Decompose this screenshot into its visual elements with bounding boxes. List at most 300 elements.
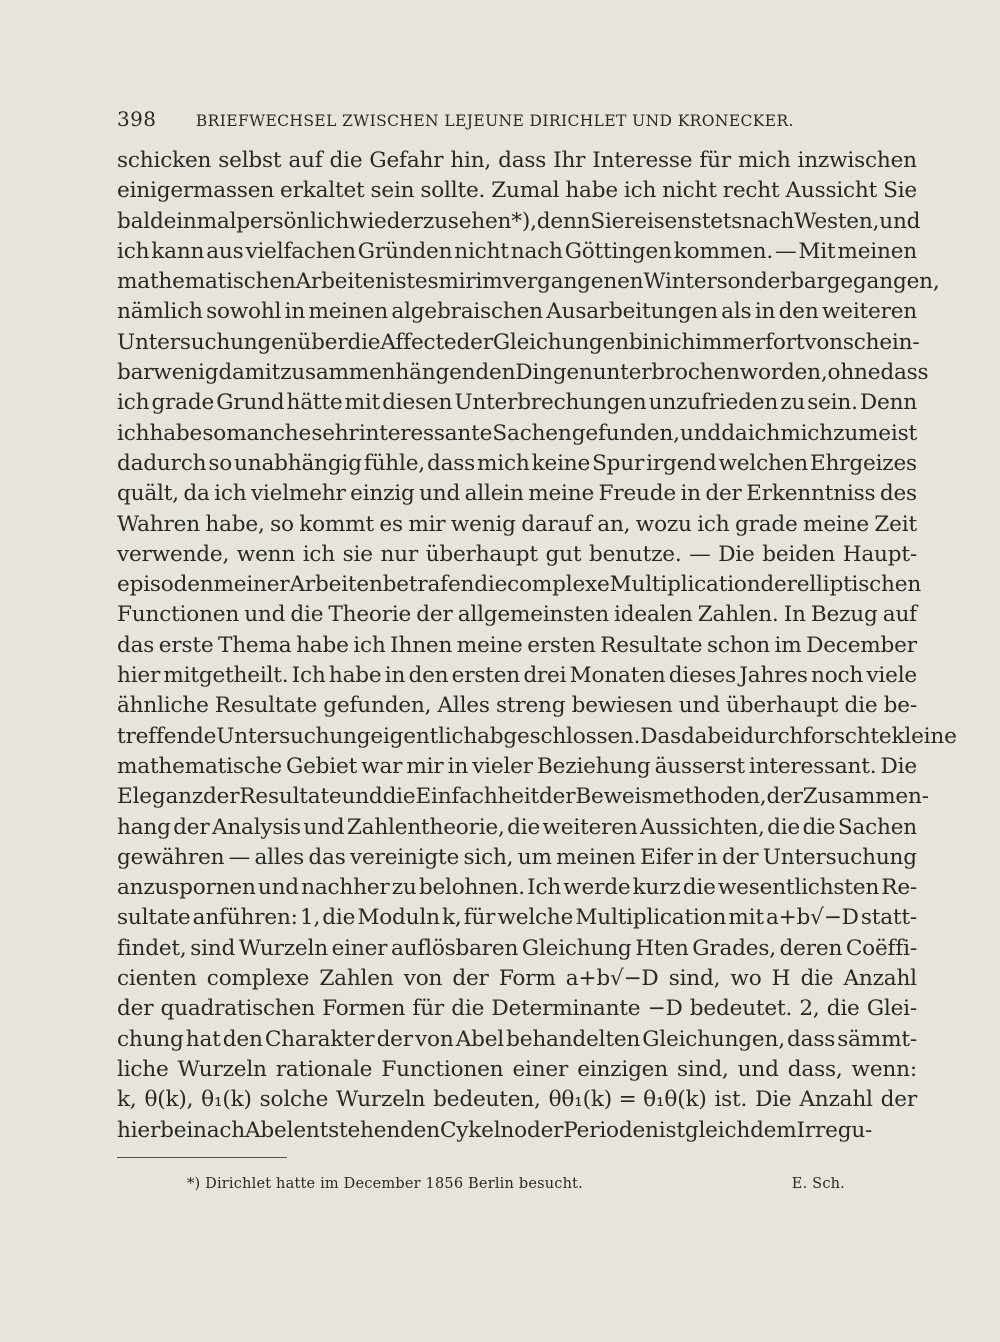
- text-word: worden,: [739, 360, 828, 386]
- text-word: vereinigte: [350, 844, 460, 870]
- text-word: a+b√−D: [565, 966, 659, 992]
- text-word: nämlich: [117, 299, 203, 325]
- text-word: sind: [190, 935, 236, 961]
- text-line: [117, 540, 917, 570]
- text-word: auflösbaren: [390, 935, 519, 961]
- text-word: welchen: [718, 450, 808, 476]
- text-word: die: [507, 814, 541, 840]
- text-word: für: [463, 905, 496, 931]
- text-line: [117, 1085, 917, 1115]
- text-word: wesentlichsten: [717, 875, 880, 901]
- text-word: einigermassen: [117, 178, 275, 204]
- text-word: liche: [117, 1056, 169, 1082]
- text-word: Multiplication: [575, 905, 727, 931]
- text-word: quält,: [117, 481, 179, 507]
- text-line: [117, 176, 917, 206]
- text-word: dass: [426, 450, 476, 476]
- text-word: recht: [722, 178, 780, 204]
- text-word: habe: [149, 420, 203, 446]
- text-word: Gleichungen: [492, 329, 629, 355]
- text-word: kleine: [891, 723, 957, 749]
- text-word: und: [678, 693, 720, 719]
- text-word: so: [202, 420, 227, 446]
- text-word: das: [308, 844, 346, 870]
- text-word: —: [774, 238, 797, 264]
- text-word: Sie: [590, 208, 625, 234]
- text-word: in: [754, 299, 776, 325]
- text-word: kommt: [299, 511, 374, 537]
- text-word: habe: [328, 663, 382, 689]
- text-word: sind,: [677, 1056, 729, 1082]
- text-word: statt-: [860, 905, 917, 931]
- text-word: hang: [117, 814, 171, 840]
- text-line: [117, 813, 917, 843]
- text-word: Denn: [859, 390, 917, 416]
- text-word: für: [699, 148, 731, 173]
- text-word: die: [329, 148, 363, 173]
- text-word: abgeschlossen.: [477, 723, 641, 749]
- text-word: Arbeiten: [295, 269, 389, 295]
- text-word: die: [682, 875, 716, 901]
- text-word: idealen: [614, 602, 693, 628]
- text-word: und: [419, 481, 461, 507]
- text-line: [117, 267, 940, 297]
- text-word: aus: [206, 238, 244, 264]
- text-word: deren: [779, 935, 843, 961]
- text-word: reisen: [624, 208, 691, 234]
- text-word: der: [416, 602, 453, 628]
- text-word: ich: [117, 238, 150, 264]
- text-line: [117, 1055, 917, 1085]
- text-word: Zumal: [491, 178, 560, 204]
- text-word: Alles: [437, 693, 490, 719]
- text-word: hin,: [450, 148, 492, 173]
- text-line: [117, 873, 917, 903]
- text-word: mit: [344, 390, 381, 416]
- text-word: mitgetheilt.: [163, 663, 289, 689]
- text-word: Re-: [881, 875, 917, 901]
- footnote: [117, 1176, 917, 1192]
- text-word: Eleganz: [117, 784, 204, 810]
- text-word: irgend: [646, 450, 717, 476]
- text-word: Sachen: [837, 814, 917, 840]
- text-word: dass: [498, 148, 547, 173]
- text-word: algebraischen: [391, 299, 543, 325]
- text-word: allgemeinsten: [457, 602, 609, 628]
- text-word: belohnen.: [418, 875, 525, 901]
- text-line: [117, 388, 917, 418]
- text-line: [117, 237, 917, 267]
- text-word: Charakter: [264, 1026, 375, 1052]
- text-word: ist: [658, 1117, 685, 1143]
- text-word: gefunden,: [323, 693, 432, 719]
- text-word: des: [879, 481, 917, 507]
- text-word: manche: [226, 420, 312, 446]
- text-word: einer: [331, 935, 388, 961]
- text-word: sein: [370, 178, 415, 204]
- text-word: Wurzeln: [336, 1087, 426, 1113]
- text-word: sollte.: [420, 178, 486, 204]
- text-word: der: [173, 814, 210, 840]
- text-word: Interesse: [592, 148, 693, 173]
- text-word: ich: [623, 178, 657, 204]
- text-word: Zeit: [874, 511, 917, 537]
- text-word: damit: [218, 360, 281, 386]
- text-word: a+b√−D: [765, 905, 859, 931]
- text-word: Gefahr: [369, 148, 444, 173]
- text-word: interessant.: [748, 753, 877, 779]
- text-word: Erkenntniss: [746, 481, 876, 507]
- text-word: Dingen: [515, 360, 593, 386]
- text-word: meine: [528, 481, 595, 507]
- text-word: den: [222, 1026, 263, 1052]
- text-word: Thema: [218, 632, 292, 658]
- text-line: [117, 1025, 917, 1055]
- text-word: meiner: [213, 572, 290, 598]
- text-word: und: [737, 1056, 779, 1082]
- text-word: der: [760, 572, 797, 598]
- text-word: schicken: [117, 148, 212, 173]
- text-word: die: [347, 329, 381, 355]
- text-word: sind,: [668, 966, 721, 992]
- text-word: mathematischen: [117, 269, 296, 295]
- text-word: Moduln: [357, 905, 440, 931]
- text-word: vieler: [472, 753, 533, 779]
- page-header: [117, 107, 917, 131]
- letter-body: [117, 146, 957, 1146]
- text-word: be-: [883, 693, 917, 719]
- text-word: unterbrochen: [592, 360, 740, 386]
- text-word: gegangen,: [826, 269, 940, 295]
- text-word: mich: [780, 420, 833, 446]
- text-word: allein: [464, 481, 524, 507]
- text-word: dadurch: [117, 450, 207, 476]
- text-word: sultate: [117, 905, 191, 931]
- text-word: Zahlen.: [697, 602, 779, 628]
- text-word: denn: [536, 208, 591, 234]
- text-word: wenig: [450, 511, 516, 537]
- text-word: Untersuchungen: [117, 329, 298, 355]
- text-line: [117, 722, 957, 752]
- text-word: vielmehr: [250, 481, 346, 507]
- text-word: gefunden,: [571, 420, 680, 446]
- text-word: ist.: [714, 1087, 748, 1113]
- text-line: [117, 146, 917, 176]
- text-word: Aussicht: [785, 178, 878, 204]
- text-word: Freude: [598, 481, 676, 507]
- text-word: fühle,: [363, 450, 425, 476]
- text-word: Resultate: [239, 784, 342, 810]
- text-word: um: [517, 844, 552, 870]
- text-word: und: [680, 420, 722, 446]
- text-line: [117, 419, 917, 449]
- text-line: [117, 358, 929, 388]
- text-word: vielfachen: [245, 238, 356, 264]
- text-word: und: [303, 814, 345, 840]
- text-word: ersten: [451, 663, 521, 689]
- text-word: mich: [477, 450, 530, 476]
- text-word: ich: [662, 329, 696, 355]
- text-word: ich: [353, 632, 386, 658]
- text-word: Grades,: [692, 935, 776, 961]
- text-word: nach: [193, 1117, 246, 1143]
- text-word: noch: [811, 663, 864, 689]
- text-word: meine: [456, 632, 523, 658]
- text-word: von: [403, 966, 443, 992]
- text-word: zusammenhängenden: [280, 360, 516, 386]
- text-word: erste: [158, 632, 214, 658]
- text-line: [117, 207, 921, 237]
- text-word: schon: [706, 632, 770, 658]
- text-line: [117, 691, 917, 721]
- text-line: [117, 1116, 917, 1146]
- text-word: nicht: [454, 238, 509, 264]
- text-line: [117, 449, 917, 479]
- text-word: Glei-: [866, 996, 917, 1022]
- text-word: Wurzeln: [238, 935, 328, 961]
- text-word: mir: [406, 753, 444, 779]
- text-word: Grund: [216, 390, 285, 416]
- footnote-signature: E. Sch.: [791, 1176, 845, 1192]
- text-line: [117, 903, 917, 933]
- text-word: war: [361, 753, 403, 779]
- text-line: [117, 752, 917, 782]
- text-word: k,: [441, 905, 462, 931]
- text-word: sonderbar: [716, 269, 827, 295]
- text-word: Untersuchung: [216, 723, 371, 749]
- text-word: im: [774, 632, 802, 658]
- text-word: wo: [730, 966, 762, 992]
- text-word: habe: [565, 178, 618, 204]
- text-word: Zusammen-: [802, 784, 929, 810]
- text-word: Gebiet: [286, 753, 358, 779]
- text-word: θθ₁(k) = θ₁θ(k): [548, 1087, 707, 1113]
- text-word: Haupt-: [842, 541, 917, 567]
- text-word: zumeist: [833, 420, 917, 446]
- text-word: zu: [391, 875, 417, 901]
- text-word: Hten: [635, 935, 689, 961]
- text-word: Ihnen: [390, 632, 453, 658]
- text-word: k,: [117, 1087, 137, 1113]
- text-word: unabhängig: [234, 450, 362, 476]
- text-word: Zahlentheorie,: [346, 814, 505, 840]
- text-word: hierbei: [117, 1117, 194, 1143]
- text-word: mathematische: [117, 753, 282, 779]
- text-word: Göttingen: [564, 238, 672, 264]
- text-word: im: [475, 269, 503, 295]
- text-word: drei: [523, 663, 567, 689]
- text-word: die: [382, 784, 416, 810]
- text-word: Ausarbeitungen: [546, 299, 718, 325]
- text-word: Winter: [643, 269, 717, 295]
- page-number: 398: [117, 107, 157, 131]
- text-word: bedeutet.: [689, 996, 793, 1022]
- text-word: nachher: [301, 875, 390, 901]
- text-word: da: [721, 420, 748, 446]
- text-word: Ihr: [553, 148, 586, 173]
- text-word: da: [183, 481, 210, 507]
- text-word: nach: [742, 208, 795, 234]
- text-word: Mit: [798, 238, 836, 264]
- text-word: meine: [803, 511, 869, 537]
- text-word: als: [721, 299, 752, 325]
- text-word: Einfachheit: [415, 784, 539, 810]
- text-line: [117, 570, 922, 600]
- text-line: [117, 510, 917, 540]
- text-word: Perioden: [563, 1117, 659, 1143]
- text-word: erkaltet: [280, 178, 365, 204]
- text-line: [117, 328, 920, 358]
- text-word: Gleichungen,: [642, 1026, 785, 1052]
- text-word: Monaten: [569, 663, 666, 689]
- text-word: ersten: [527, 632, 596, 658]
- text-word: persönlich: [236, 208, 350, 234]
- text-word: 2,: [799, 996, 820, 1022]
- text-word: zu: [780, 390, 806, 416]
- text-word: Form: [498, 966, 556, 992]
- text-word: darauf: [521, 511, 592, 537]
- text-word: dass: [880, 360, 929, 386]
- text-word: eigentlich: [370, 723, 478, 749]
- text-word: chung: [117, 1026, 184, 1052]
- text-word: rationale: [275, 1056, 373, 1082]
- text-word: bin: [628, 329, 663, 355]
- text-word: inzwischen: [797, 148, 917, 173]
- text-word: werde: [563, 875, 631, 901]
- text-word: sie: [342, 541, 373, 567]
- text-word: Formen: [322, 996, 406, 1022]
- text-word: sich,: [463, 844, 514, 870]
- text-word: Analysis: [211, 814, 301, 840]
- text-word: einzig: [350, 481, 415, 507]
- text-word: nicht: [662, 178, 717, 204]
- text-word: Die: [718, 541, 755, 567]
- text-word: bar: [117, 360, 154, 386]
- text-word: Irregu-: [796, 1117, 873, 1143]
- text-word: der: [376, 1026, 413, 1052]
- text-word: es: [414, 269, 439, 295]
- text-word: den: [408, 663, 449, 689]
- text-word: über: [297, 329, 348, 355]
- text-word: bald: [117, 208, 164, 234]
- text-word: es: [379, 511, 403, 537]
- text-word: ähnliche: [117, 693, 209, 719]
- text-word: meinen: [308, 299, 389, 325]
- text-word: die: [451, 996, 485, 1022]
- text-word: der: [880, 1087, 917, 1113]
- text-word: Wurzeln: [177, 1056, 267, 1082]
- text-word: an,: [597, 511, 631, 537]
- text-word: diesen: [382, 390, 453, 416]
- text-word: der: [452, 966, 489, 992]
- running-title: BRIEFWECHSEL ZWISCHEN LEJEUNE DIRICHLET UND KRONECKER.: [195, 112, 794, 130]
- text-line: [117, 782, 929, 812]
- text-word: Westen,: [794, 208, 880, 234]
- text-word: meinen: [837, 238, 917, 264]
- text-word: wenn: [236, 541, 296, 567]
- text-word: bedeuten,: [433, 1087, 541, 1113]
- text-word: Die: [755, 1087, 792, 1113]
- text-word: entstehenden: [293, 1117, 440, 1143]
- text-word: in: [284, 299, 306, 325]
- text-word: selbst: [218, 148, 282, 173]
- text-word: immerfort: [695, 329, 805, 355]
- text-word: Eifer: [640, 844, 693, 870]
- text-word: ich: [747, 420, 781, 446]
- text-word: von: [415, 1026, 454, 1052]
- text-word: weiteren: [821, 299, 917, 325]
- text-word: Das: [640, 723, 681, 749]
- text-word: keine: [531, 450, 591, 476]
- text-word: anführen:: [192, 905, 298, 931]
- text-word: Functionen: [117, 602, 240, 628]
- text-word: elliptischen: [796, 572, 922, 598]
- text-word: überhaupt: [726, 693, 839, 719]
- text-word: habe,: [205, 511, 265, 537]
- text-word: solche: [259, 1087, 329, 1113]
- text-word: vergangenen: [502, 269, 644, 295]
- text-word: Determinante: [491, 996, 641, 1022]
- text-word: stets: [690, 208, 743, 234]
- text-word: dass: [787, 1026, 836, 1052]
- text-word: quadratischen: [160, 996, 315, 1022]
- text-word: sowohl: [206, 299, 282, 325]
- text-word: einzigen: [577, 1056, 668, 1082]
- text-word: —: [228, 844, 251, 870]
- text-word: viele: [866, 663, 917, 689]
- text-word: Unterbrechungen: [454, 390, 647, 416]
- text-word: bewiesen: [571, 693, 673, 719]
- text-word: das: [117, 632, 155, 658]
- text-word: überhaupt: [425, 541, 538, 567]
- text-word: In: [783, 602, 806, 628]
- text-word: oder: [514, 1117, 564, 1143]
- text-word: wiederzusehen*),: [349, 208, 537, 234]
- text-word: mich: [737, 148, 791, 173]
- text-word: ohne: [827, 360, 881, 386]
- footnote-text: *) Dirichlet hatte im December 1856 Berlin besucht.: [187, 1176, 583, 1192]
- text-word: den: [778, 299, 819, 325]
- text-word: Anzahl: [843, 966, 917, 992]
- text-word: Sie: [883, 178, 917, 204]
- text-word: Resultate: [600, 632, 703, 658]
- text-line: [117, 479, 917, 509]
- text-word: in: [447, 753, 469, 779]
- text-word: cienten: [117, 966, 197, 992]
- text-word: behandelten: [506, 1026, 641, 1052]
- text-word: der: [705, 481, 742, 507]
- text-word: Resultate: [214, 693, 318, 719]
- text-word: benutze.: [588, 541, 682, 567]
- text-word: interessante: [358, 420, 493, 446]
- text-word: Beziehung: [537, 753, 651, 779]
- text-word: Functionen: [381, 1056, 504, 1082]
- text-word: beiden: [762, 541, 836, 567]
- text-word: Ehrgeizes: [809, 450, 917, 476]
- text-word: ich: [117, 390, 150, 416]
- text-word: anzuspornen: [117, 875, 256, 901]
- text-line: [117, 964, 917, 994]
- text-word: wenn:: [851, 1056, 917, 1082]
- text-word: nach: [510, 238, 563, 264]
- text-word: 1,: [299, 905, 321, 931]
- text-word: Abel: [455, 1026, 504, 1052]
- text-word: die: [474, 572, 508, 598]
- text-word: Arbeiten: [289, 572, 383, 598]
- text-word: Beweismethoden,: [575, 784, 767, 810]
- text-word: so: [208, 450, 233, 476]
- text-word: habe: [296, 632, 349, 658]
